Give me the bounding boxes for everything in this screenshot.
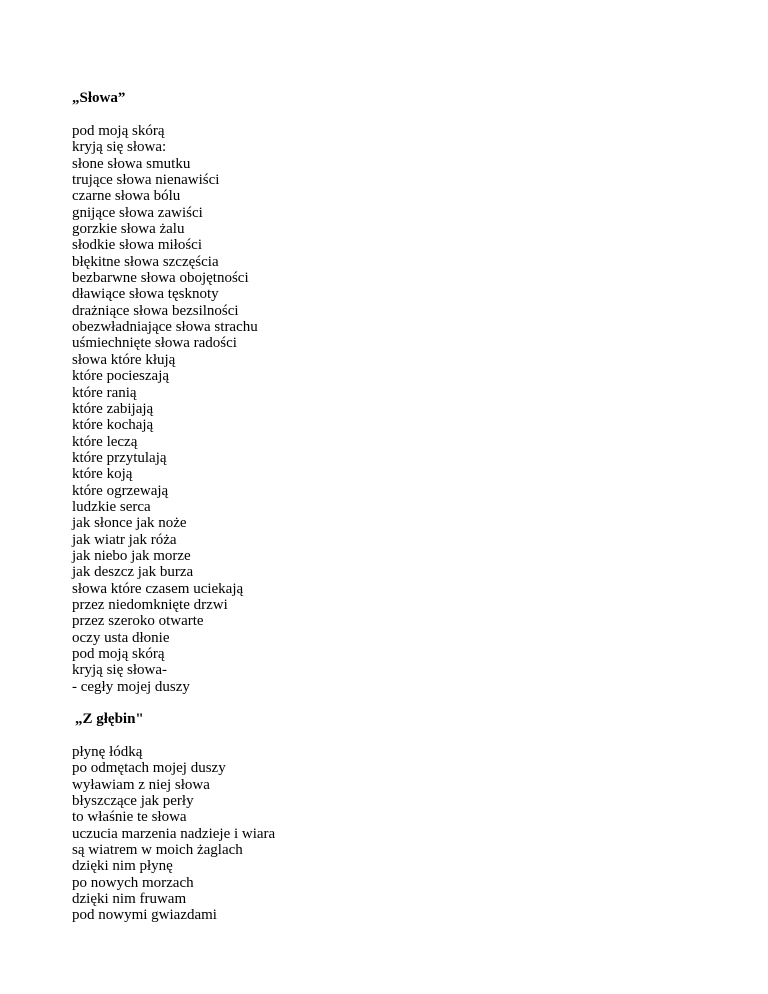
- poem-line: które ogrzewają: [72, 482, 169, 499]
- poem-line: dławiące słowa tęsknoty: [72, 286, 219, 303]
- poem-line: pod moją skórą: [72, 646, 165, 662]
- poem-line: gorzkie słowa żalu: [72, 221, 185, 238]
- poem-line: - cegły mojej duszy: [72, 678, 190, 695]
- poem-line: jak słonce jak noże: [72, 515, 187, 532]
- poem-line: płynę łódką: [72, 744, 143, 761]
- poem-line: wyławiam z niej słowa: [72, 776, 210, 793]
- poem-line: to właśnie te słowa: [72, 809, 187, 826]
- poem-line: ludzkie serca: [72, 498, 151, 515]
- poem-line: gnijące słowa zawiści: [72, 204, 203, 221]
- poem-line: obezwładniające słowa strachu: [72, 319, 258, 336]
- poem-line: które zabijają: [72, 400, 154, 417]
- poem-line: dzięki nim fruwam: [72, 891, 187, 908]
- poem-line: bezbarwne słowa obojętności: [72, 270, 249, 287]
- poem-line: słone słowa smutku: [72, 155, 191, 172]
- title-spacing: [72, 727, 712, 744]
- poem-line: dzięki nim płynę: [72, 858, 173, 875]
- poem-line: trujące słowa nienawiści: [72, 172, 220, 189]
- poem-line: które ranią: [72, 384, 137, 401]
- poem-line: oczy usta dłonie: [72, 629, 170, 646]
- poem-body: [72, 744, 712, 924]
- poem-line: pod moją skórą: [72, 123, 165, 139]
- poem-line: jak niebo jak morze: [72, 547, 191, 564]
- poem-line: które kochają: [72, 417, 154, 434]
- poem-line: drażniące słowa bezsilności: [72, 302, 239, 319]
- poem-title: „Słowa”: [72, 90, 126, 106]
- poem-line: czarne słowa bólu: [72, 188, 181, 205]
- poem-body: [72, 123, 712, 695]
- poem-line: przez niedomknięte drzwi: [72, 596, 228, 613]
- poem-line: kryją się słowa-: [72, 662, 167, 679]
- poem-line: które pocieszają: [72, 368, 170, 385]
- title-spacing: [72, 106, 712, 123]
- poem-line: przez szeroko otwarte: [72, 613, 204, 630]
- poem-line: uśmiechnięte słowa radości: [72, 335, 237, 352]
- poem-line: błyszczące jak perły: [72, 793, 194, 810]
- poem-line: które przytulają: [72, 449, 167, 466]
- poem-line: są wiatrem w moich żaglach: [72, 842, 243, 859]
- poem-line: pod nowymi gwiazdami: [72, 907, 217, 924]
- poem-line: które koją: [72, 466, 133, 483]
- poem-line: po odmętach mojej duszy: [72, 760, 226, 777]
- poem-title: „Z głębin": [75, 711, 144, 728]
- poem-line: które leczą: [72, 433, 138, 450]
- poem-line: jak deszcz jak burza: [72, 564, 194, 581]
- poem-separator: [72, 695, 712, 711]
- document-page: [72, 90, 712, 924]
- poem-line: po nowych morzach: [72, 874, 194, 891]
- poem-line: jak wiatr jak róża: [72, 531, 177, 548]
- poem-line: słodkie słowa miłości: [72, 237, 202, 254]
- poem-line: uczucia marzenia nadzieje i wiara: [72, 825, 276, 842]
- poem-line: błękitne słowa szczęścia: [72, 253, 219, 270]
- poem-line: słowa które czasem uciekają: [72, 580, 244, 597]
- poem-line: kryją się słowa:: [72, 139, 167, 156]
- poem-line: słowa które kłują: [72, 351, 176, 368]
